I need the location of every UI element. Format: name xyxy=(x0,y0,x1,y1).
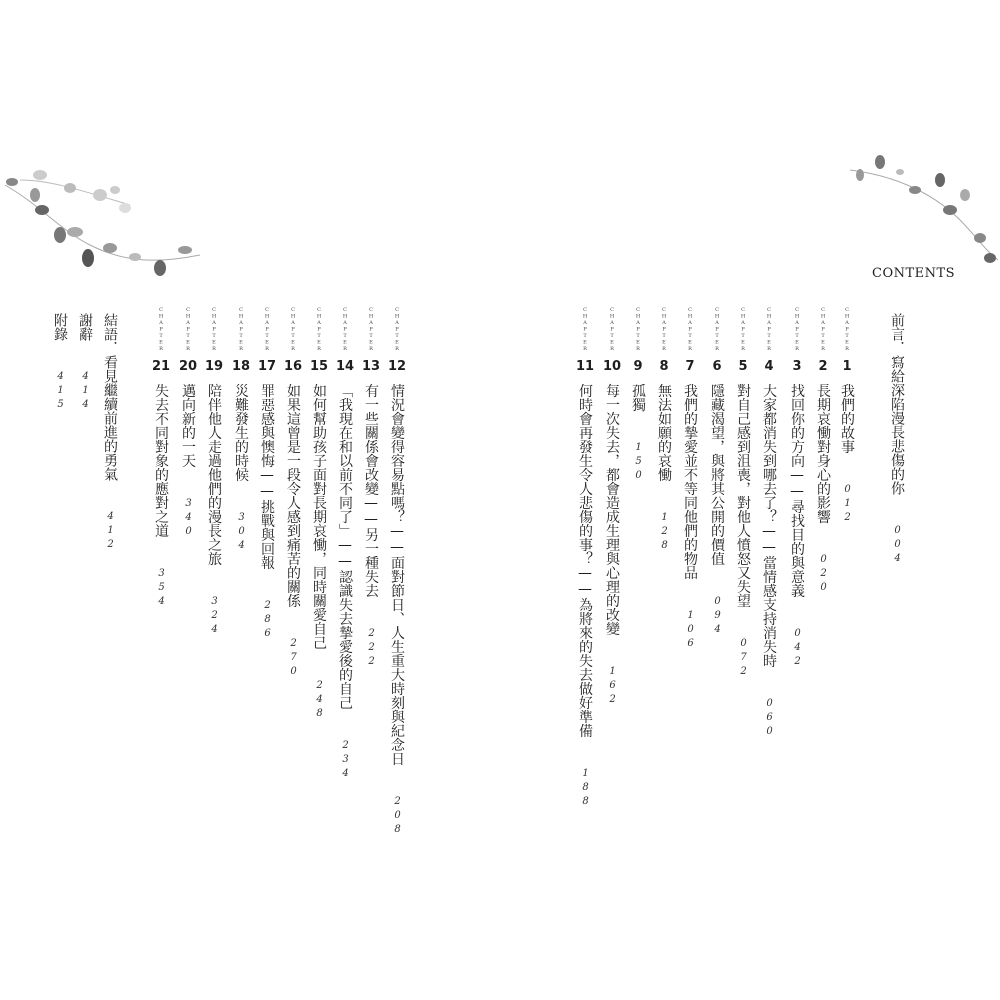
toc-entry[interactable] xyxy=(360,307,382,670)
chapter-number: 7 xyxy=(685,358,695,374)
page-number: 415 xyxy=(55,371,66,413)
chapter-label: CHAPTER xyxy=(609,307,615,353)
chapter-title: 前言．寫給深陷漫長悲傷的你 xyxy=(889,313,905,495)
page-number: 234 xyxy=(340,739,351,782)
chapter-title: 無法如願的哀慟 xyxy=(656,383,672,482)
chapter-title: 情況會變得容易點嗎？——面對節日、人生重大時刻與紀念日 xyxy=(389,383,405,766)
chapter-title: 何時會再發生令人悲傷的事？——為將來的失去做好準備 xyxy=(577,383,593,738)
chapter-title: 結語．看見繼續前進的勇氣 xyxy=(102,313,118,481)
page-number: 060 xyxy=(764,697,775,740)
chapter-title: 大家都消失到哪去了？——當情感支持消失時 xyxy=(761,383,777,668)
chapter-label: CHAPTER xyxy=(766,307,772,353)
vine-decoration-left xyxy=(0,160,210,280)
toc-entry[interactable] xyxy=(601,307,623,708)
chapter-label: CHAPTER xyxy=(844,307,850,353)
toc-entry[interactable] xyxy=(836,307,858,526)
chapter-title: 我們的摯愛並不等同他們的物品 xyxy=(682,383,698,580)
chapter-number: 6 xyxy=(712,358,722,374)
chapter-label: CHAPTER xyxy=(211,307,217,353)
toc-entry[interactable] xyxy=(732,307,754,680)
toc-entry[interactable] xyxy=(706,307,728,638)
chapter-title: 隱藏渴望，與將其公開的價值 xyxy=(709,383,725,566)
chapter-number: 8 xyxy=(659,358,669,374)
chapter-label: CHAPTER xyxy=(582,307,588,353)
page-number: 042 xyxy=(792,627,803,670)
chapter-number: 10 xyxy=(602,358,622,374)
page-number: 150 xyxy=(633,441,644,484)
toc-entry[interactable] xyxy=(230,307,252,554)
page-number: 270 xyxy=(288,637,299,680)
page-number: 324 xyxy=(209,595,220,638)
chapter-label: CHAPTER xyxy=(368,307,374,353)
page-number: 222 xyxy=(366,627,377,670)
chapter-number: 19 xyxy=(204,358,224,374)
toc-entry[interactable] xyxy=(386,307,408,838)
chapter-label: CHAPTER xyxy=(661,307,667,353)
chapter-number: 4 xyxy=(764,358,774,374)
toc-entry[interactable] xyxy=(758,307,780,740)
chapter-number: 14 xyxy=(335,358,355,374)
chapter-number: 20 xyxy=(178,358,198,374)
toc-entry[interactable] xyxy=(653,307,675,554)
toc-entry[interactable] xyxy=(177,307,199,540)
chapter-label: CHAPTER xyxy=(635,307,641,353)
chapter-label: CHAPTER xyxy=(185,307,191,353)
chapter-number: 11 xyxy=(575,358,595,374)
chapter-number: 17 xyxy=(257,358,277,374)
chapter-title: 我們的故事 xyxy=(839,383,855,454)
page-number: 072 xyxy=(738,637,749,680)
chapter-title: 陪伴他人走過他們的漫長之旅 xyxy=(206,383,222,566)
toc-entry[interactable] xyxy=(679,307,701,652)
page-number: 188 xyxy=(580,767,591,810)
page-number: 354 xyxy=(156,567,167,610)
chapter-title: 附錄 xyxy=(52,313,68,341)
chapter-label: CHAPTER xyxy=(687,307,693,353)
chapter-number: 15 xyxy=(309,358,329,374)
page-number: 162 xyxy=(607,665,618,708)
toc-entry[interactable] xyxy=(786,307,808,670)
page-number: 412 xyxy=(105,511,116,553)
chapter-title: 如何幫助孩子面對長期哀慟，同時關愛自己 xyxy=(311,383,327,650)
page-number: 020 xyxy=(818,553,829,596)
page-number: 128 xyxy=(659,511,670,554)
page-number: 208 xyxy=(392,795,403,838)
page-number: 340 xyxy=(183,497,194,540)
chapter-label: CHAPTER xyxy=(714,307,720,353)
toc-entry[interactable] xyxy=(74,313,96,413)
chapter-title: 失去不同對象的應對之道 xyxy=(153,383,169,538)
toc-entry[interactable] xyxy=(812,307,834,596)
chapter-title: 長期哀慟對身心的影響 xyxy=(815,383,831,524)
chapter-title: 對自己感到沮喪，對他人憤怒又失望 xyxy=(735,383,751,608)
chapter-label: CHAPTER xyxy=(316,307,322,353)
chapter-title: 災難發生的時候 xyxy=(233,383,249,482)
chapter-title: 孤獨 xyxy=(630,383,646,412)
chapter-number: 21 xyxy=(151,358,171,374)
toc-entry[interactable] xyxy=(256,307,278,642)
toc-entry[interactable] xyxy=(282,307,304,680)
chapter-title: 有一些關係會改變——另一種失去 xyxy=(363,383,379,598)
toc-entry[interactable] xyxy=(886,313,908,567)
toc-entry[interactable] xyxy=(99,313,121,553)
page-number: 106 xyxy=(685,609,696,652)
chapter-number: 1 xyxy=(842,358,852,374)
chapter-label: CHAPTER xyxy=(264,307,270,353)
chapter-number: 18 xyxy=(231,358,251,374)
page-number: 004 xyxy=(892,525,903,567)
chapter-label: CHAPTER xyxy=(394,307,400,353)
vine-decoration-right xyxy=(840,150,1000,270)
toc-entry[interactable] xyxy=(203,307,225,638)
toc-entry[interactable] xyxy=(627,307,649,484)
chapter-title: 如果這曾是一段令人感到痛苦的關係 xyxy=(285,383,301,608)
chapter-title: 謝辭 xyxy=(77,313,93,341)
page-number: 094 xyxy=(712,595,723,638)
chapter-title: 罪惡感與懊悔——挑戰與回報 xyxy=(259,383,275,570)
page-number: 414 xyxy=(80,371,91,413)
chapter-title: 「我現在和以前不同了」——認識失去摯愛後的自己 xyxy=(337,383,353,710)
page-number: 012 xyxy=(842,483,853,526)
chapter-label: CHAPTER xyxy=(740,307,746,353)
chapter-number: 16 xyxy=(283,358,303,374)
chapter-label: CHAPTER xyxy=(158,307,164,353)
page-number: 248 xyxy=(314,679,325,722)
toc-entry[interactable] xyxy=(308,307,330,722)
page-number: 304 xyxy=(236,511,247,554)
chapter-number: 13 xyxy=(361,358,381,374)
chapter-number: 12 xyxy=(387,358,407,374)
toc-entry[interactable] xyxy=(49,313,71,413)
toc-entry[interactable] xyxy=(574,307,596,810)
chapter-title: 每一次失去，都會造成生理與心理的改變 xyxy=(604,383,620,636)
chapter-title: 邁向新的一天 xyxy=(180,383,196,468)
chapter-label: CHAPTER xyxy=(794,307,800,353)
chapter-label: CHAPTER xyxy=(238,307,244,353)
chapter-number: 3 xyxy=(792,358,802,374)
chapter-label: CHAPTER xyxy=(342,307,348,353)
chapter-number: 5 xyxy=(738,358,748,374)
chapter-title: 找回你的方向——尋找目的與意義 xyxy=(789,383,805,598)
chapter-label: CHAPTER xyxy=(820,307,826,353)
chapter-number: 9 xyxy=(633,358,643,374)
toc-entry[interactable] xyxy=(334,307,356,782)
chapter-label: CHAPTER xyxy=(290,307,296,353)
chapter-number: 2 xyxy=(818,358,828,374)
page-number: 286 xyxy=(262,599,273,642)
toc-entry[interactable] xyxy=(150,307,172,610)
contents-heading: CONTENTS xyxy=(872,266,956,281)
